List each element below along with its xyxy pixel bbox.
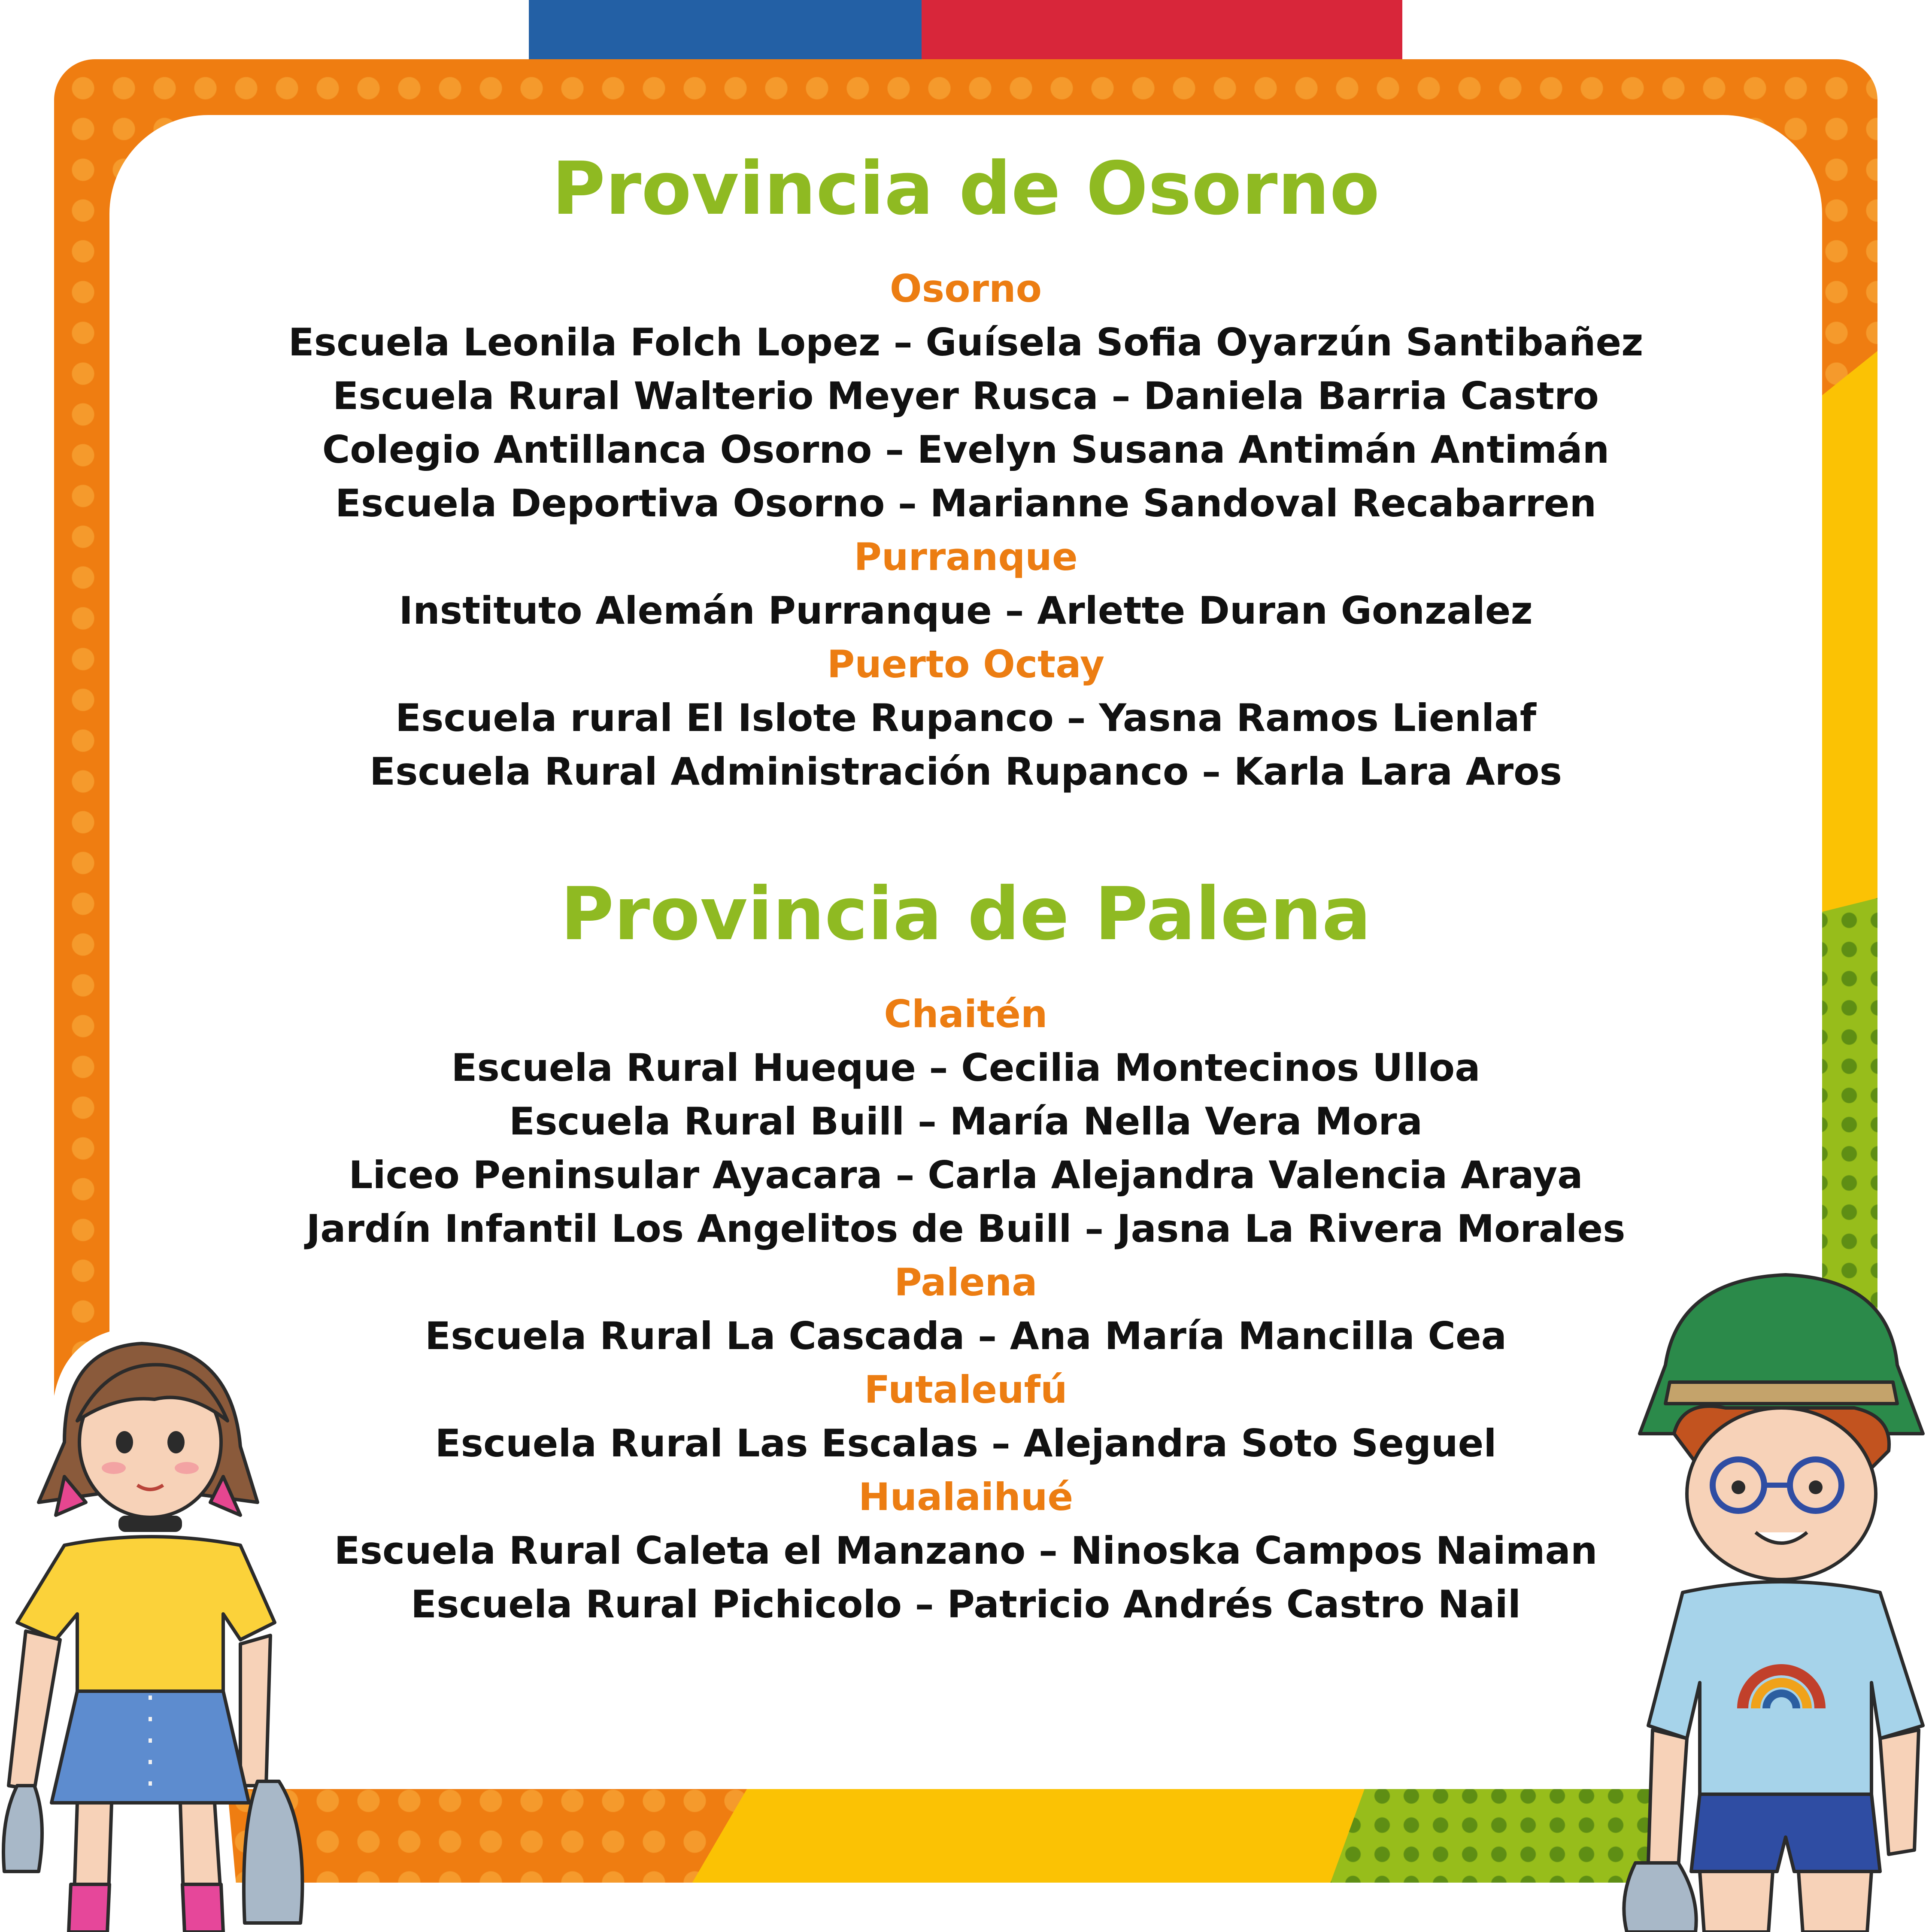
content: [109, 142, 1822, 1631]
province-title: Provincia de Palena: [560, 872, 1371, 957]
school-entry: Escuela Rural Las Escalas – Alejandra Soto Seguel: [435, 1421, 1497, 1465]
commune-name: Palena: [894, 1260, 1037, 1304]
commune-name: Hualaihué: [858, 1475, 1074, 1519]
school-entry: Escuela rural El Islote Rupanco – Yasna Ramos Lienlaf: [395, 696, 1536, 740]
flag-stripe-blue: [529, 0, 922, 59]
school-entry: Escuela Rural Pichicolo – Patricio Andrés Castro Nail: [411, 1582, 1521, 1626]
commune-name: Osorno: [889, 267, 1042, 311]
school-entry: Instituto Alemán Purranque – Arlette Duran Gonzalez: [399, 588, 1533, 633]
commune-name: Chaitén: [884, 992, 1048, 1036]
province-list: [109, 262, 1822, 798]
province-palena: [109, 867, 1822, 1631]
school-entry: Escuela Rural Walterio Meyer Rusca – Daniela Barria Castro: [333, 374, 1599, 418]
commune-name: Purranque: [854, 535, 1078, 579]
school-entry: Escuela Rural Buill – María Nella Vera Mora: [509, 1099, 1423, 1143]
school-entry: Escuela Leonila Folch Lopez – Guísela Sofia Oyarzún Santibañez: [288, 320, 1644, 364]
province-osorno: [109, 142, 1822, 798]
school-entry: Jardín Infantil Los Angelitos de Buill – Jasna La Rivera Morales: [306, 1207, 1626, 1251]
school-entry: Escuela Deportiva Osorno – Marianne Sandoval Recabarren: [335, 481, 1597, 525]
flag-stripe-red: [922, 0, 1402, 59]
boy-character: [1614, 1253, 1932, 1932]
school-entry: Escuela Rural Caleta el Manzano – Ninoska Campos Naiman: [334, 1529, 1598, 1573]
commune-name: Futaleufú: [864, 1368, 1068, 1412]
school-entry: Escuela Rural La Cascada – Ana María Mancilla Cea: [425, 1314, 1507, 1358]
girl-character: [0, 1313, 326, 1932]
province-title: Provincia de Osorno: [552, 146, 1380, 231]
commune-name: Puerto Octay: [827, 642, 1105, 686]
school-entry: Liceo Peninsular Ayacara – Carla Alejandra Valencia Araya: [349, 1153, 1583, 1197]
school-entry: Colegio Antillanca Osorno – Evelyn Susana Antimán Antimán: [322, 428, 1610, 472]
school-entry: Escuela Rural Hueque – Cecilia Montecinos Ulloa: [451, 1046, 1480, 1090]
school-entry: Escuela Rural Administración Rupanco – Karla Lara Aros: [370, 749, 1562, 794]
province-list: [109, 987, 1822, 1631]
